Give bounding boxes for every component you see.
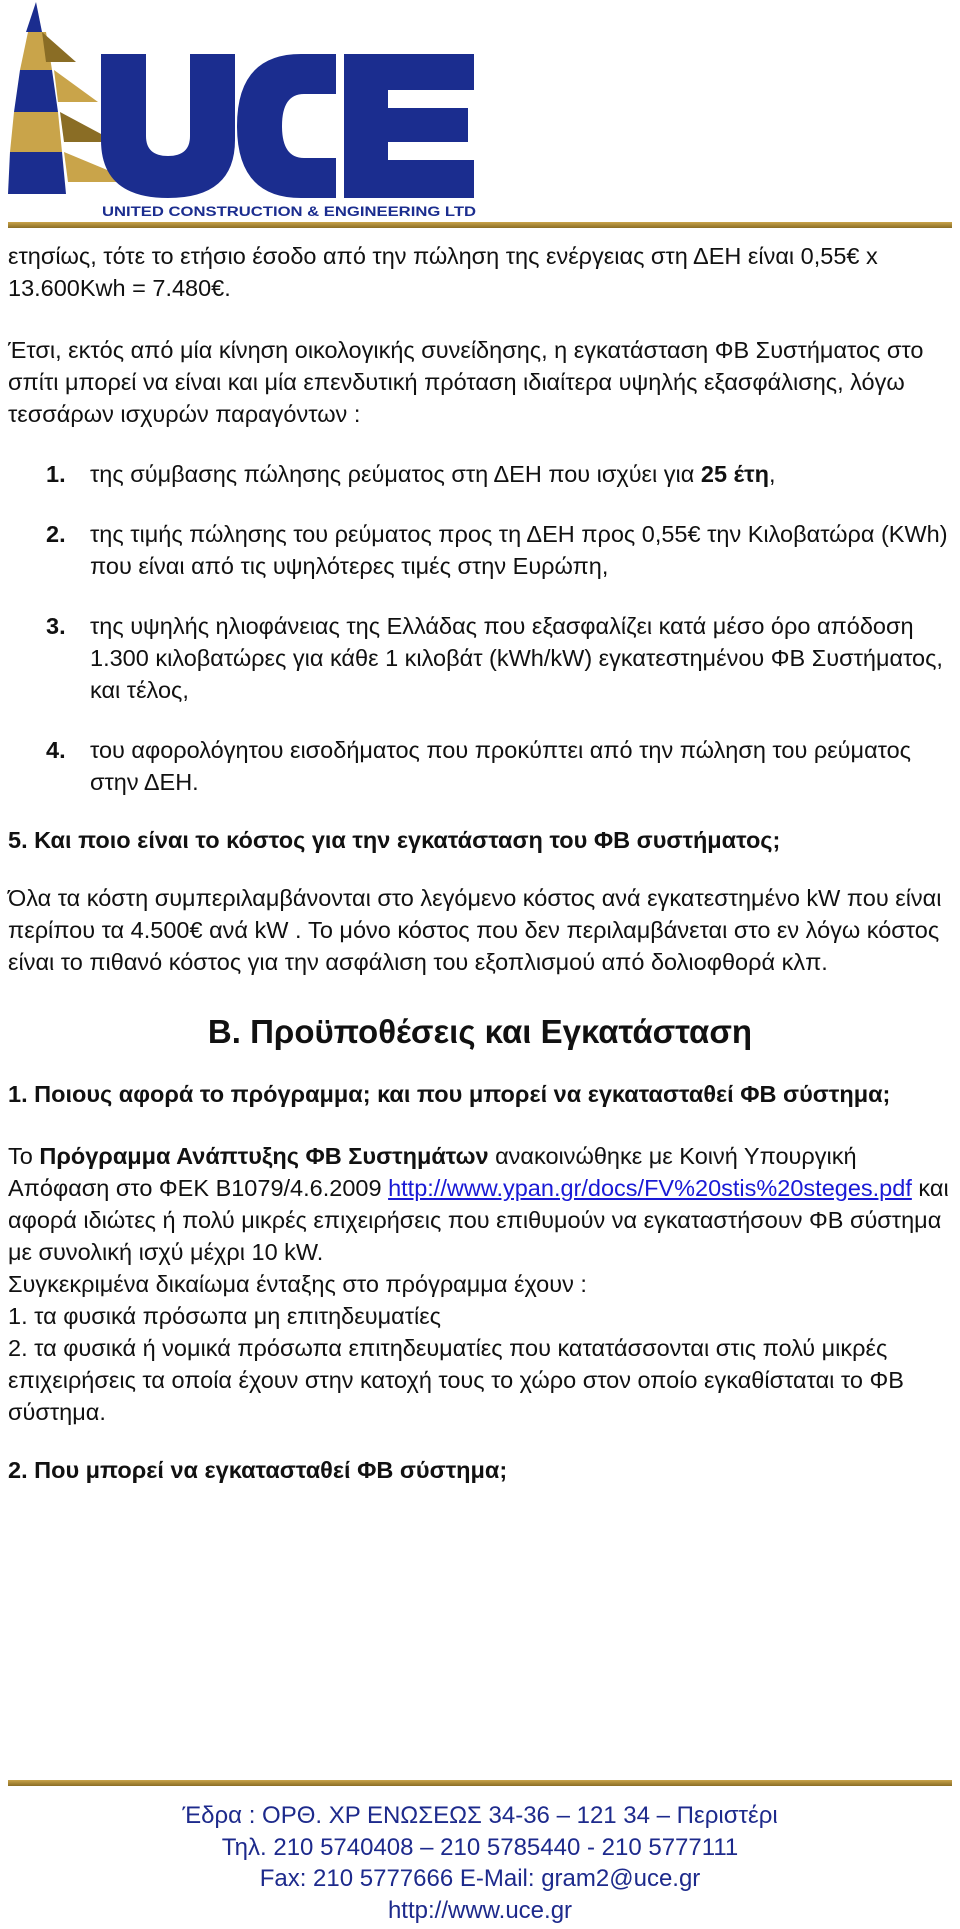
factor-number: 4. [46,737,66,763]
factor-item [46,518,952,582]
factor-item [46,458,952,490]
question-5-heading: 5. Και ποιο είναι το κόστος για την εγκατάσταση του ΦΒ συστήματος; [8,827,781,853]
section-b-answer-1: Το Πρόγραμμα Ανάπτυξης ΦΒ Συστημάτων ανακοινώθηκε με Κοινή Υπουργική Απόφαση στο ΦΕΚ Β1079/4.6.2009 http://www.ypan.gr/docs/FV%20stis%20steges.pdf και αφορά ιδιώτες ή πολύ μικρές επιχειρήσεις που επιθυμούν να εγκαταστήσουν ΦΒ σύστημα με συνολική ισχύ μέχρι 10 kW. [8,1143,949,1265]
factor-text: της τιμής πώλησης του ρεύματος προς τη ΔΕΗ προς 0,55€ την Κιλοβατώρα (KWh) που είναι από τις υψηλότερες τιμές στην Ευρώπη, [90,521,948,579]
rights-item: 2. τα φυσικά ή νομικά πρόσωπα επιτηδευματίες που κατατάσσονται στις πολύ μικρές επιχειρήσεις τα οποία έχουν στην κατοχή τους το χώρο στον οποίο εγκαθίσταται το ΦΒ σύστημα. [8,1335,904,1425]
footer [0,1800,960,1926]
factor-text: του αφορολόγητου εισοδήματος που προκύπτει από την πώληση του ρεύματος στην ΔΕΗ. [90,737,911,795]
factor-text: της υψηλής ηλιοφάνειας της Ελλάδας που εξασφαλίζει κατά μέσο όρο απόδοση 1.300 κιλοβατώρες για κάθε 1 κιλοβάτ (kWh/kW) εγκατεστημένου ΦΒ Συστήματος, και τέλος, [90,613,943,703]
header-rule [8,222,952,228]
factor-number: 3. [46,613,66,639]
footer-fax-email: Fax: 210 5777666 E-Mail: gram2@uce.gr [259,1865,701,1892]
section-b-question-2: 2. Που μπορεί να εγκατασταθεί ΦΒ σύστημα; [8,1457,508,1483]
footer-website[interactable]: http://www.uce.gr [387,1896,573,1924]
fek-link[interactable]: http://www.ypan.gr/docs/FV%20stis%20steges.pdf [388,1175,912,1201]
factor-text: της σύμβασης πώλησης ρεύματος στη ΔΕΗ που ισχύει για 25 έτη, [90,461,776,487]
factor-item [46,610,952,706]
factor-item [46,734,952,798]
uce-logo [6,2,486,217]
logo-tagline: UNITED CONSTRUCTION & ENGINEERING LTD [102,204,477,217]
rights-intro: Συγκεκριμένα δικαίωμα ένταξης στο πρόγραμμα έχουν : [8,1271,587,1297]
factor-number: 1. [46,461,66,487]
footer-address: Έδρα : ΟΡΘ. ΧΡ ΕΝΩΣΕΩΣ 34-36 – 121 34 – Περιστέρι [182,1802,778,1829]
factor-number: 2. [46,521,66,547]
intro-line: ετησίως, τότε το ετήσιο έσοδο από την πώληση της ενέργειας στη ΔΕΗ είναι 0,55€ x 13.600Kwh = 7.480€. [8,243,878,301]
section-b-title: Β. Προϋποθέσεις και Εγκατάσταση [207,1013,753,1050]
rights-item: 1. τα φυσικά πρόσωπα μη επιτηδευματίες [8,1303,441,1329]
footer-phones: Τηλ. 210 5740408 – 210 5785440 - 210 5777111 [221,1833,739,1861]
intro-paragraph: Έτσι, εκτός από μία κίνηση οικολογικής συνείδησης, η εγκατάσταση ΦΒ Συστήματος στο σπίτι μπορεί να είναι και μία επενδυτική πρόταση ιδιαίτερα υψηλής εξασφάλισης, λόγω τεσσάρων ισχυρών παραγόντων : [8,337,924,427]
footer-rule [8,1780,952,1786]
section-b-question-1: 1. Ποιους αφορά το πρόγραμμα; και που μπορεί να εγκατασταθεί ΦΒ σύστημα; [8,1081,891,1107]
page-content [8,240,952,1486]
question-5-body: Όλα τα κόστη συμπεριλαμβάνονται στο λεγόμενο κόστος ανά εγκατεστημένο kW που είναι περίπου τα 4.500€ ανά kW . Το μόνο κόστος που δεν περιλαμβάνεται στο εν λόγω κόστος είναι το πιθανό κόστος για την ασφάλιση του εξοπλισμού από δολιοφθορά κλπ. [8,885,942,975]
